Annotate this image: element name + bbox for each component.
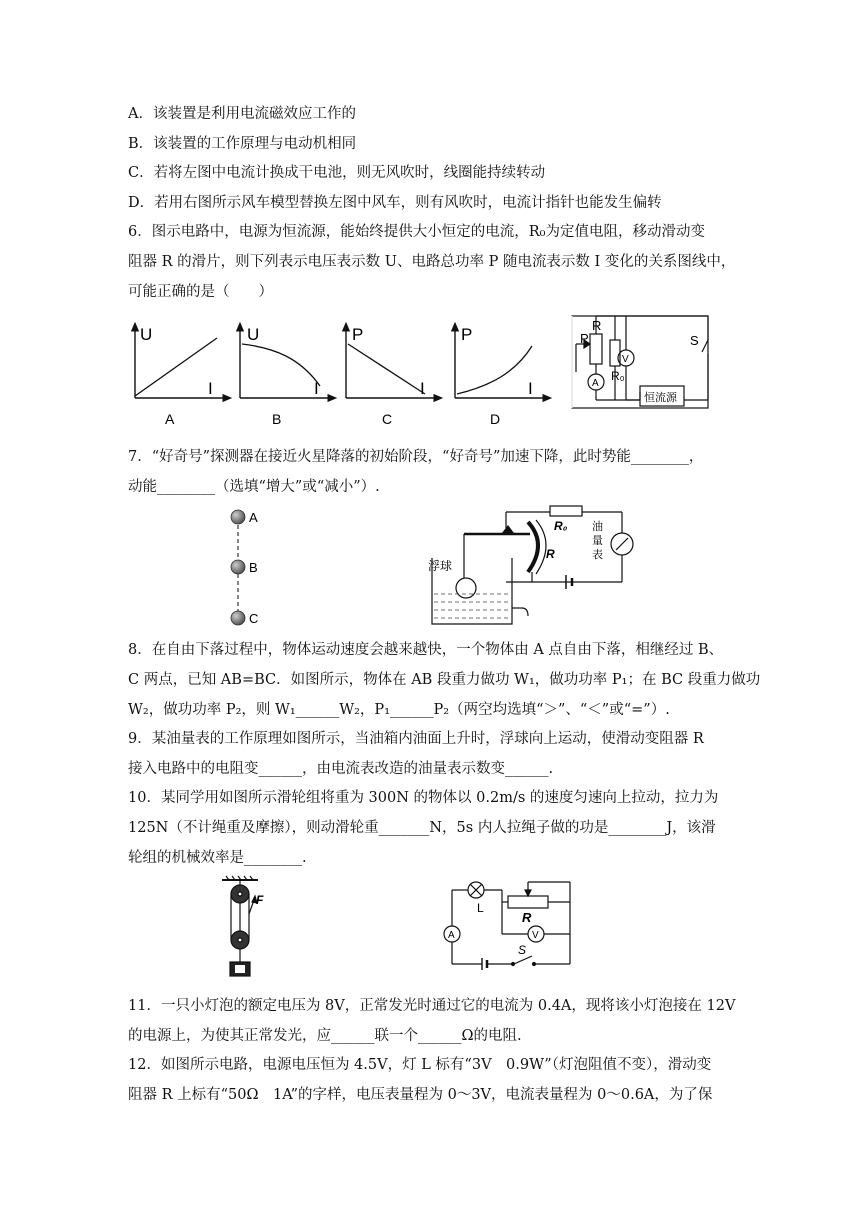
graph-a	[135, 325, 228, 427]
graph-a-ylabel: U	[140, 325, 153, 344]
oil-r0-label: R₀	[554, 519, 568, 533]
ammeter-a-label: A	[448, 930, 455, 941]
lamp-l-label: L	[477, 901, 484, 915]
graph-b	[240, 325, 333, 427]
circuit-p-label: P	[580, 331, 589, 346]
q8-line2: C 两点，已知 AB=BC．如图所示，物体在 AB 段重力做功 W₁，做功功率 P₁；在 BC 段重力做功	[128, 672, 761, 688]
q6-circuit	[566, 312, 716, 416]
graph-d-ylabel: P	[461, 325, 473, 344]
graph-c-ylabel: P	[352, 325, 364, 344]
q11-line1: 11．一只小灯泡的额定电压为 8V，正常发光时通过它的电流为 0.4A，现将该小灯泡接在 12V	[128, 998, 736, 1014]
oil-r-label: R	[546, 547, 555, 561]
q7-line2: 动能________（选填“增大”或“减小”）.	[128, 479, 380, 495]
option-c: C．若将左图中电流计换成干电池，则无风吹时，线圈能持续转动	[128, 165, 546, 181]
graph-a-xlabel: I	[208, 379, 213, 398]
option-b: B．该装置的工作原理与电动机相同	[128, 136, 357, 152]
falling-balls-figure	[224, 500, 274, 630]
graph-c-label: C	[382, 411, 393, 427]
circuit-r0-label: R₀	[611, 369, 625, 383]
option-d: D．若用右图所示风车模型替换左图中风车，则有风吹时，电流计指针也能发生偏转	[128, 195, 662, 211]
ball-c-label: C	[249, 611, 259, 626]
q7-line1: 7．“好奇号”探测器在接近火星降落的初始阶段，“好奇号”加速下降，此时势能________，	[128, 449, 704, 465]
graph-b-xlabel: I	[314, 379, 319, 398]
circuit-source-label: 恒流源	[644, 392, 677, 404]
float-label: 浮球	[428, 559, 453, 573]
graph-d	[455, 325, 548, 427]
q9-line1: 9．某油量表的工作原理如图所示，当油箱内油面上升时，浮球向上运动，使滑动变阻器 R	[128, 731, 704, 747]
oil-meter-label-2: 量	[592, 535, 603, 547]
oil-meter-label-1: 油	[592, 521, 603, 533]
q6-line2: 阻器 R 的滑片，则下列表示电压表示数 U、电路总功率 P 随电流表示数 I 变化的关系图线中，	[128, 254, 736, 270]
graph-c	[346, 325, 439, 427]
q11-line2: 的电源上，为使其正常发光，应______联一个______Ω的电阻.	[128, 1028, 522, 1044]
graph-a-label: A	[165, 411, 175, 427]
q10-line2: 125N（不计绳重及摩擦），则动滑轮重_______N，5s 内人拉绳子做的功是________J，该滑	[128, 820, 716, 836]
switch-s-label: S	[518, 943, 527, 957]
graph-b-label: B	[272, 411, 282, 427]
oil-meter-label-3: 表	[592, 549, 603, 561]
q6-line1: 6．图示电路中，电源为恒流源，能始终提供大小恒定的电流，R₀为定值电阻，移动滑动变	[128, 224, 705, 240]
rheostat-r-label: R	[522, 910, 532, 925]
circuit-a-label: A	[592, 378, 599, 389]
q12-line1: 12．如图所示电路，电源电压恒为 4.5V，灯 L 标有“3V 0.9W”（灯泡阻值不变），滑动变	[128, 1057, 712, 1073]
q9-line2: 接入电路中的电阻变______，由电流表改造的油量表示数变______.	[128, 761, 554, 777]
circuit-r-label: R	[592, 318, 602, 333]
q12-line2: 阻器 R 上标有“50Ω 1A”的字样，电压表量程为 0～3V，电流表量程为 0～0.6A，为了保	[128, 1087, 713, 1103]
q10-circuit	[440, 878, 580, 972]
q8-line3: W₂，做功功率 P₂，则 W₁______W₂，P₁______P₂（两空均选填“＞”、“＜”或“=”）.	[128, 702, 670, 718]
graph-d-xlabel: I	[528, 379, 533, 398]
graph-c-xlabel: I	[420, 379, 425, 398]
force-label: F	[256, 893, 264, 907]
option-a: A．该装置是利用电流磁效应工作的	[128, 106, 356, 122]
q10-line3: 轮组的机械效率是________.	[128, 850, 307, 866]
ball-a-label: A	[249, 510, 258, 525]
pulley-figure	[214, 874, 274, 980]
graph-b-ylabel: U	[247, 325, 260, 344]
ball-b-label: B	[249, 560, 258, 575]
q10-line1: 10．某同学用如图所示滑轮组将重为 300N 的物体以 0.2m/s 的速度匀速向上拉动，拉力为	[128, 790, 719, 806]
circuit-s-label: S	[690, 333, 699, 348]
graph-d-label: D	[490, 411, 501, 427]
q8-line1: 8．在自由下落过程中，物体运动速度会越来越快，一个物体由 A 点自由下落，相继经过 B、	[128, 642, 724, 658]
q6-graphs	[120, 318, 560, 430]
oil-meter-figure	[424, 498, 640, 630]
voltmeter-v-label: V	[532, 930, 539, 941]
q6-line3: 可能正确的是（ ）	[128, 284, 273, 300]
circuit-v-label: V	[622, 354, 629, 365]
